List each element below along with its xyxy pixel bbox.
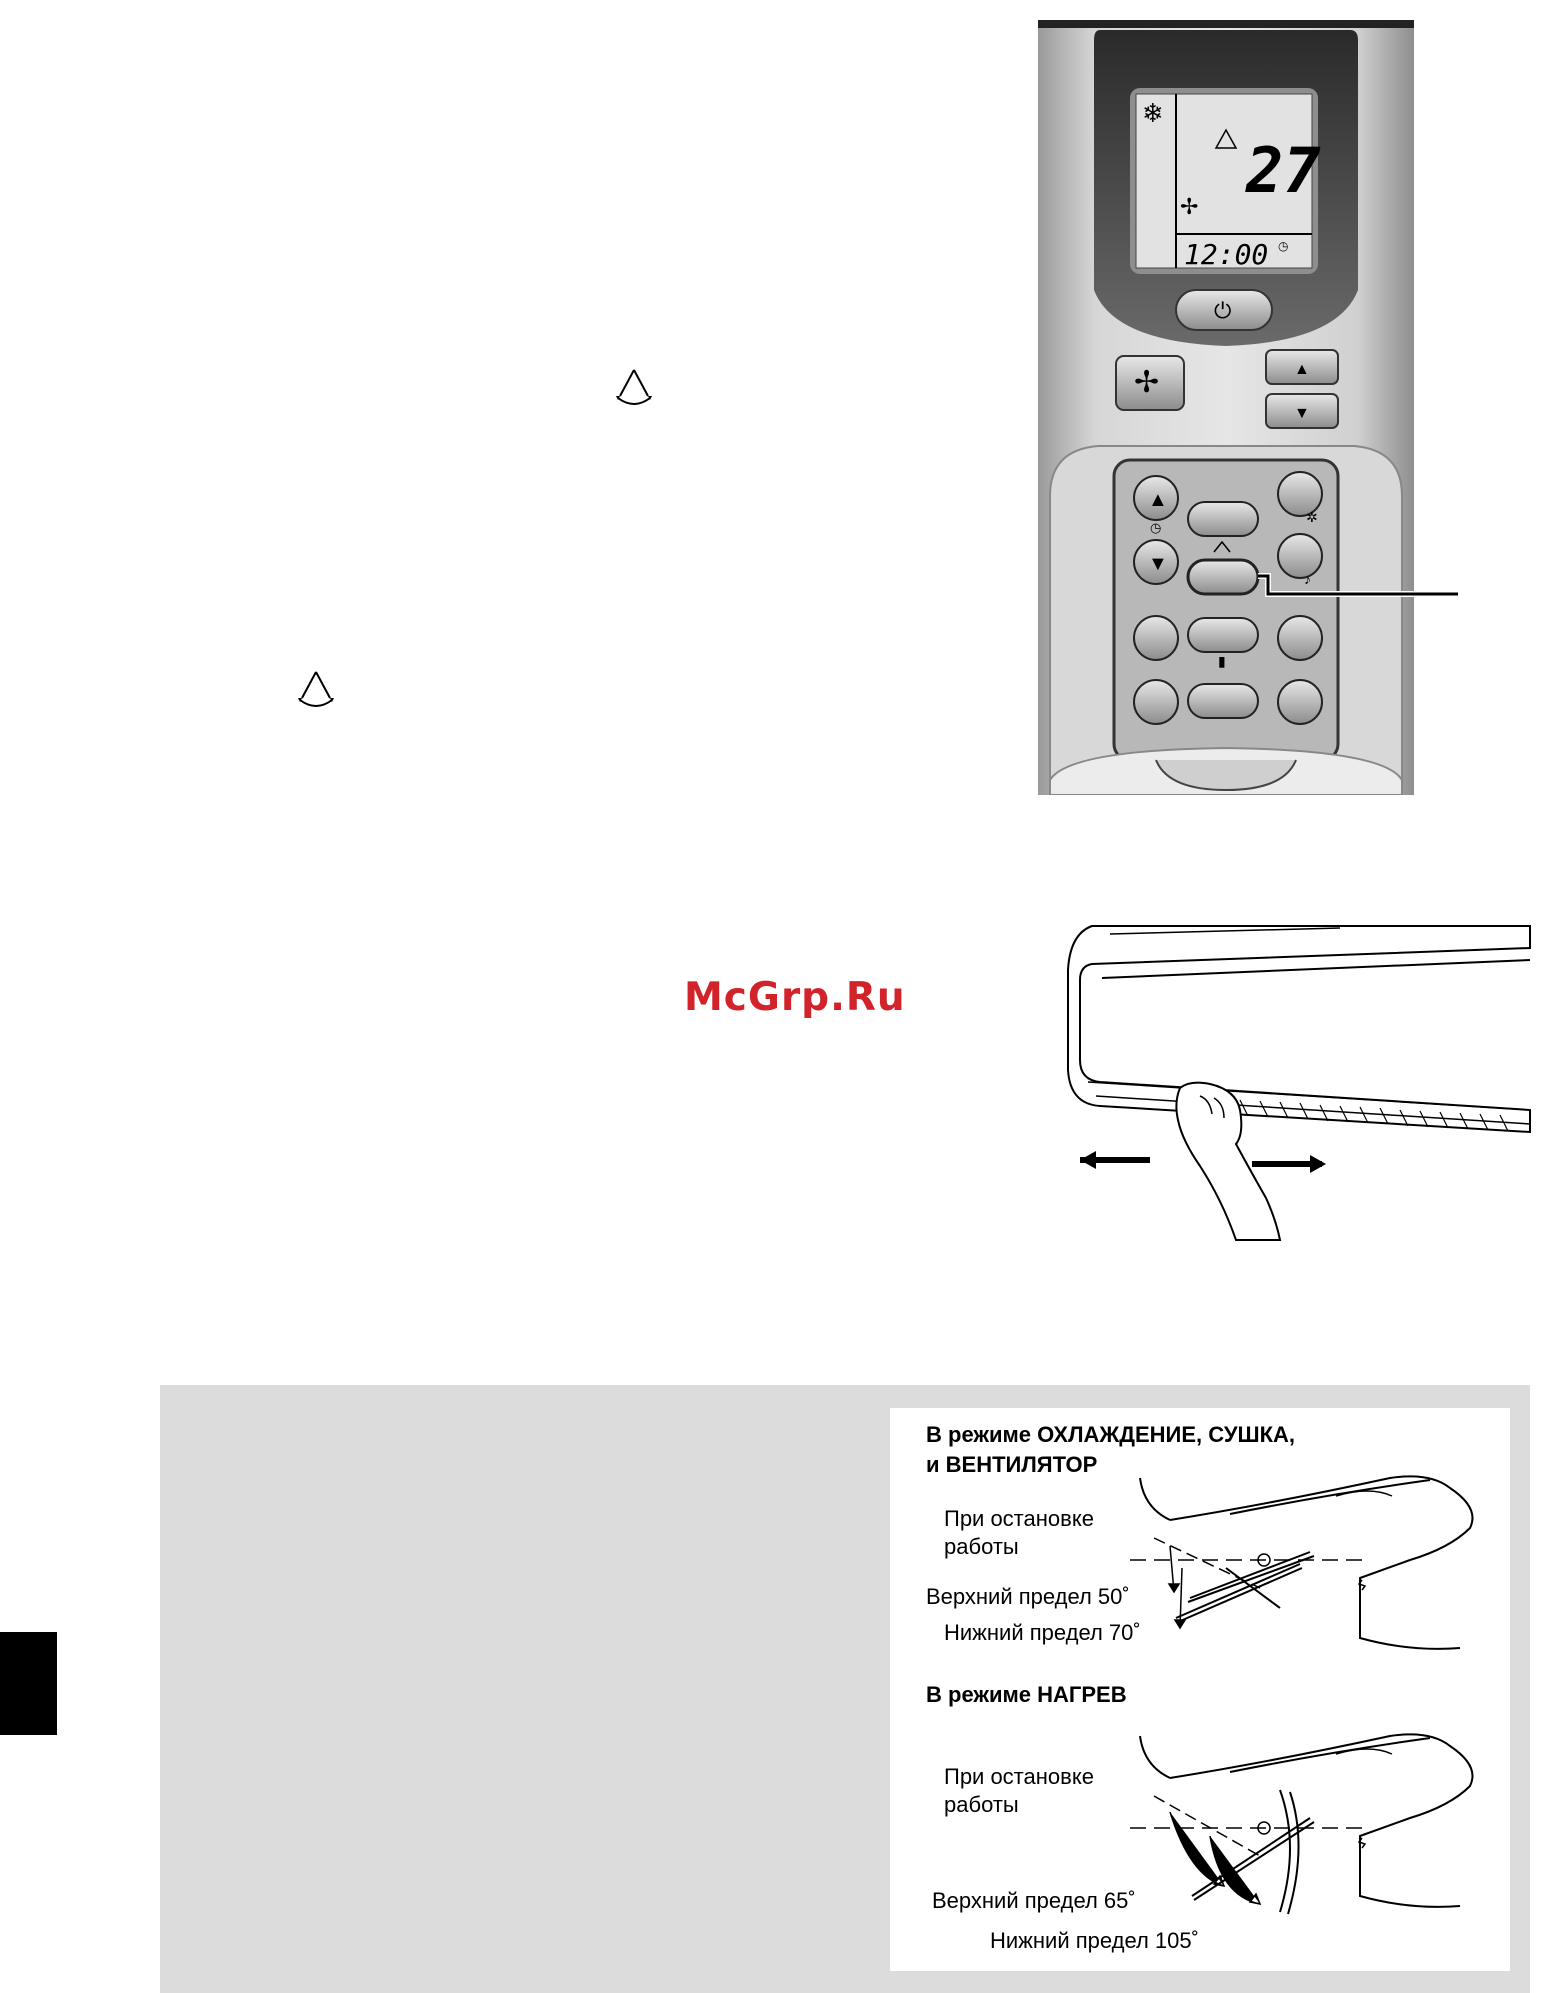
flap-diagram-panel — [890, 1408, 1510, 1971]
cool-flap-diagram — [1130, 1468, 1500, 1668]
fan-mini-icon: ✢ — [1180, 195, 1199, 220]
callout-line — [1414, 590, 1464, 600]
up-arrow-icon: ▲ — [1148, 489, 1168, 511]
person-icon: ▮ — [1218, 653, 1226, 669]
swing-icon — [610, 366, 658, 412]
panel-button-3[interactable] — [1278, 616, 1322, 660]
down-arrow-icon: ▼ — [1294, 405, 1310, 422]
timer-icon: ◷ — [1150, 520, 1162, 535]
heat-lower-limit: Нижний предел 105˚ — [990, 1928, 1199, 1953]
timer-up-button[interactable] — [1134, 476, 1178, 520]
heat-stop-label-line2: работы — [944, 1792, 1019, 1817]
heat-upper-limit: Верхний предел 65˚ — [932, 1888, 1136, 1913]
powerful-icon: ✲ — [1306, 509, 1318, 525]
cool-mode-heading-line1: В режиме ОХЛАЖДЕНИЕ, СУШКА, — [926, 1422, 1296, 1447]
quiet-button[interactable] — [1278, 534, 1322, 578]
snowflake-icon: ❄ — [1142, 99, 1164, 129]
up-arrow-icon: ▲ — [1294, 361, 1310, 378]
temperature-up-button[interactable] — [1266, 350, 1338, 384]
fan-speed-button[interactable] — [1116, 356, 1184, 410]
power-button[interactable] — [1176, 290, 1272, 330]
heat-mode-heading: В режиме НАГРЕВ — [926, 1682, 1127, 1707]
quiet-icon: ♪ — [1304, 571, 1311, 587]
heat-stop-label-line1: При остановке — [944, 1764, 1094, 1789]
temperature-down-button[interactable] — [1266, 394, 1338, 428]
cool-lower-limit: Нижний предел 70˚ — [944, 1620, 1141, 1645]
panel-button-6[interactable] — [1278, 680, 1322, 724]
remote-control-illustration — [1038, 20, 1414, 795]
lcd-temperature: 27 — [1246, 134, 1321, 207]
power-icon: ⏻ — [1214, 299, 1232, 324]
heat-flap-diagram — [1130, 1726, 1500, 1946]
indoor-unit-illustration — [1040, 920, 1558, 1250]
cool-mode-heading-line2: и ВЕНТИЛЯТОР — [926, 1452, 1098, 1477]
panel-button-1[interactable] — [1134, 616, 1178, 660]
timer-down-button[interactable] — [1134, 540, 1178, 584]
cool-upper-limit: Верхний предел 50˚ — [926, 1584, 1130, 1609]
swing-icon — [292, 668, 340, 714]
clock-icon: ◷ — [1278, 239, 1289, 253]
watermark: McGrp.Ru — [684, 975, 906, 1020]
cool-stop-label-line1: При остановке — [944, 1506, 1094, 1531]
fan-icon: ✢ — [1134, 365, 1160, 400]
lcd-clock: 12:00 — [1184, 238, 1269, 271]
panel-button-2[interactable] — [1188, 618, 1258, 652]
section-tab — [0, 1632, 57, 1735]
panel-button-5[interactable] — [1188, 684, 1258, 718]
down-arrow-icon: ▼ — [1148, 553, 1168, 575]
mode-button[interactable] — [1188, 502, 1258, 536]
cool-stop-label-line2: работы — [944, 1534, 1019, 1559]
swing-button[interactable] — [1188, 560, 1258, 594]
panel-button-4[interactable] — [1134, 680, 1178, 724]
